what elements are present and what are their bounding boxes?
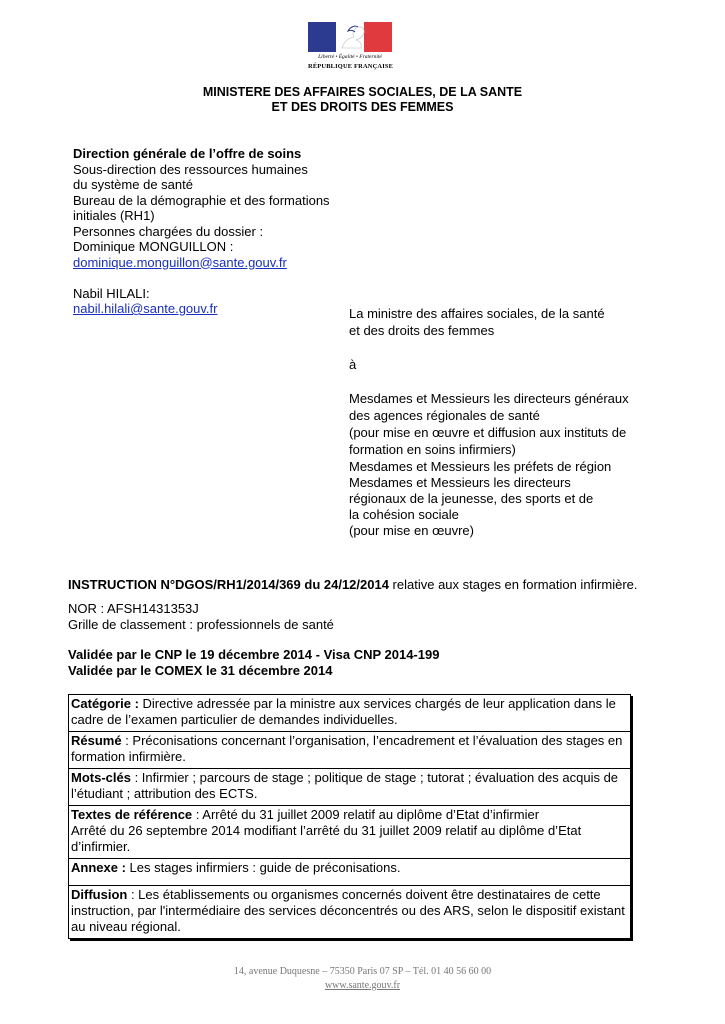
table-row — [69, 886, 631, 939]
recipient-line: (pour mise en œuvre) — [349, 523, 474, 538]
table-row — [69, 806, 631, 859]
ministry-title-line2: ET DES DROITS DES FEMMES — [271, 100, 454, 114]
instruction-metadata-table — [68, 694, 631, 939]
recipient-line: et des droits des femmes — [349, 323, 495, 338]
instruction-title — [68, 577, 638, 593]
nor-number: NOR : AFSH1431353J — [68, 601, 199, 616]
instruction-reference: INSTRUCTION N°DGOS/RH1/2014/369 du 24/12/2014 — [68, 577, 389, 592]
footer-website-link[interactable]: www.sante.gouv.fr — [324, 980, 401, 991]
email-link-monguillon[interactable]: dominique.monguillon@sante.gouv.fr — [73, 254, 287, 270]
recipient-line: Mesdames et Messieurs les directeurs — [349, 475, 571, 490]
sender-line: Personnes chargées du dossier : — [73, 223, 264, 239]
recipient-line: Mesdames et Messieurs les directeurs généraux — [349, 391, 629, 406]
classification-grid: Grille de classement : professionnels de santé — [68, 617, 334, 632]
email-link-hilali[interactable]: nabil.hilali@sante.gouv.fr — [73, 301, 218, 316]
table-row — [69, 769, 631, 806]
sender-line: Sous-direction des ressources humaines — [73, 161, 308, 177]
table-row — [69, 732, 631, 769]
instruction-subject: relative aux stages en formation infirmière. — [388, 577, 638, 592]
recipient-line: (pour mise en œuvre et diffusion aux instituts de — [349, 425, 627, 440]
sender-block — [73, 146, 330, 317]
row-label-category: Catégorie : — [71, 696, 139, 711]
sender-line: initiales (RH1) — [73, 208, 155, 223]
row-label-annex: Annexe : — [71, 860, 126, 875]
row-text: Directive adressée par la ministre aux services chargés de leur application dans le cadre de l’examen particulier de demandes individuelles. — [71, 696, 616, 727]
row-text: Les stages infirmiers : guide de préconisations. — [125, 860, 401, 875]
recipient-line: La ministre des affaires sociales, de la santé — [349, 306, 605, 321]
row-label-diffusion: Diffusion — [71, 887, 128, 902]
row-label-keywords: Mots-clés — [71, 770, 131, 785]
recipient-line: Mesdames et Messieurs les préfets de région — [349, 459, 612, 474]
republic-name: RÉPUBLIQUE FRANÇAISE — [308, 63, 394, 70]
row-label-references: Textes de référence — [71, 807, 193, 822]
sender-line: Dominique MONGUILLON : — [73, 239, 234, 254]
row-text: : Infirmier ; parcours de stage ; politique de stage ; tutorat ; évaluation des acquis de l’étudiant ; attribution des ECTS. — [71, 770, 619, 801]
recipient-line: régionaux de la jeunesse, des sports et de — [349, 491, 594, 506]
direction-name: Direction générale de l’offre de soins — [73, 146, 302, 161]
republique-francaise-logo — [308, 22, 392, 74]
row-text: : Préconisations concernant l’organisation, l’encadrement et l’évaluation des stages en formation infirmière. — [71, 733, 623, 764]
contact-name-hilali: Nabil HILALI: — [73, 285, 150, 301]
comex-validation: Validée par le COMEX le 31 décembre 2014 — [68, 663, 333, 678]
recipient-line: des agences régionales de santé — [349, 408, 540, 423]
table-row — [69, 859, 631, 886]
cnp-validation: Validée par le CNP le 19 décembre 2014 - Visa CNP 2014-199 — [68, 647, 440, 662]
sender-line: du système de santé — [73, 177, 193, 192]
sender-line: Bureau de la démographie et des formations — [73, 192, 330, 208]
row-text: Arrêté du 26 septembre 2014 modifiant l’arrêté du 31 juillet 2009 relatif au diplôme d’Etat d’infirmier. — [71, 823, 582, 854]
recipient-line: la cohésion sociale — [349, 507, 459, 522]
row-text: : Arrêté du 31 juillet 2009 relatif au diplôme d’Etat d’infirmier — [192, 807, 540, 822]
republic-motto: Liberté • Égalité • Fraternité — [318, 54, 382, 60]
marianne-icon — [338, 24, 368, 50]
recipient-line: à — [349, 357, 357, 372]
ministry-title-line1: MINISTERE DES AFFAIRES SOCIALES, DE LA SANTE — [202, 85, 523, 99]
tricolor-flag — [308, 22, 392, 52]
footer-address: 14, avenue Duquesne – 75350 Paris 07 SP – Tél. 01 40 56 60 00 — [233, 966, 492, 977]
row-text: : Les établissements ou organismes concernés doivent être destinataires de cette instruction, par l'intermédiaire des services déconcentrés ou des ARS, selon le dispositif existant au niveau régional. — [71, 887, 625, 934]
recipient-line: formation en soins infirmiers) — [349, 442, 516, 457]
table-row — [69, 695, 631, 732]
recipient-block — [349, 305, 629, 539]
row-label-summary: Résumé — [71, 733, 122, 748]
